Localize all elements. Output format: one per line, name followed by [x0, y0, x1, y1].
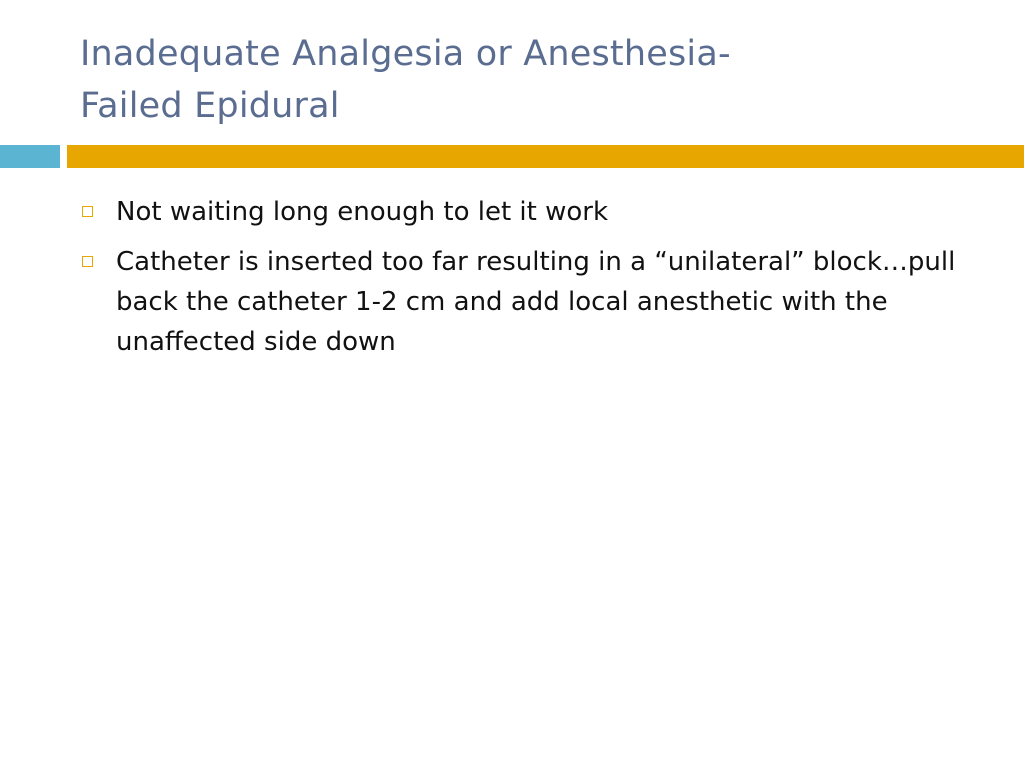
title-rule-gold-segment — [67, 145, 1024, 168]
slide-title-line-2: Failed Epidural — [80, 86, 340, 126]
slide-title — [80, 28, 980, 132]
bullet-item — [80, 242, 960, 362]
title-rule-blue-segment — [0, 145, 60, 168]
bullet-list — [80, 192, 960, 372]
bullet-text: Not waiting long enough to let it work — [116, 197, 609, 227]
bullet-item — [80, 192, 960, 232]
hollow-square-bullet-icon — [82, 206, 93, 217]
bullet-text: Catheter is inserted too far resulting in a “unilateral” block…pull back the catheter 1-2 cm and add local anesthetic with the unaffected side down — [116, 247, 956, 357]
hollow-square-bullet-icon — [82, 256, 93, 267]
slide-title-line-1: Inadequate Analgesia or Anesthesia- — [80, 34, 731, 74]
